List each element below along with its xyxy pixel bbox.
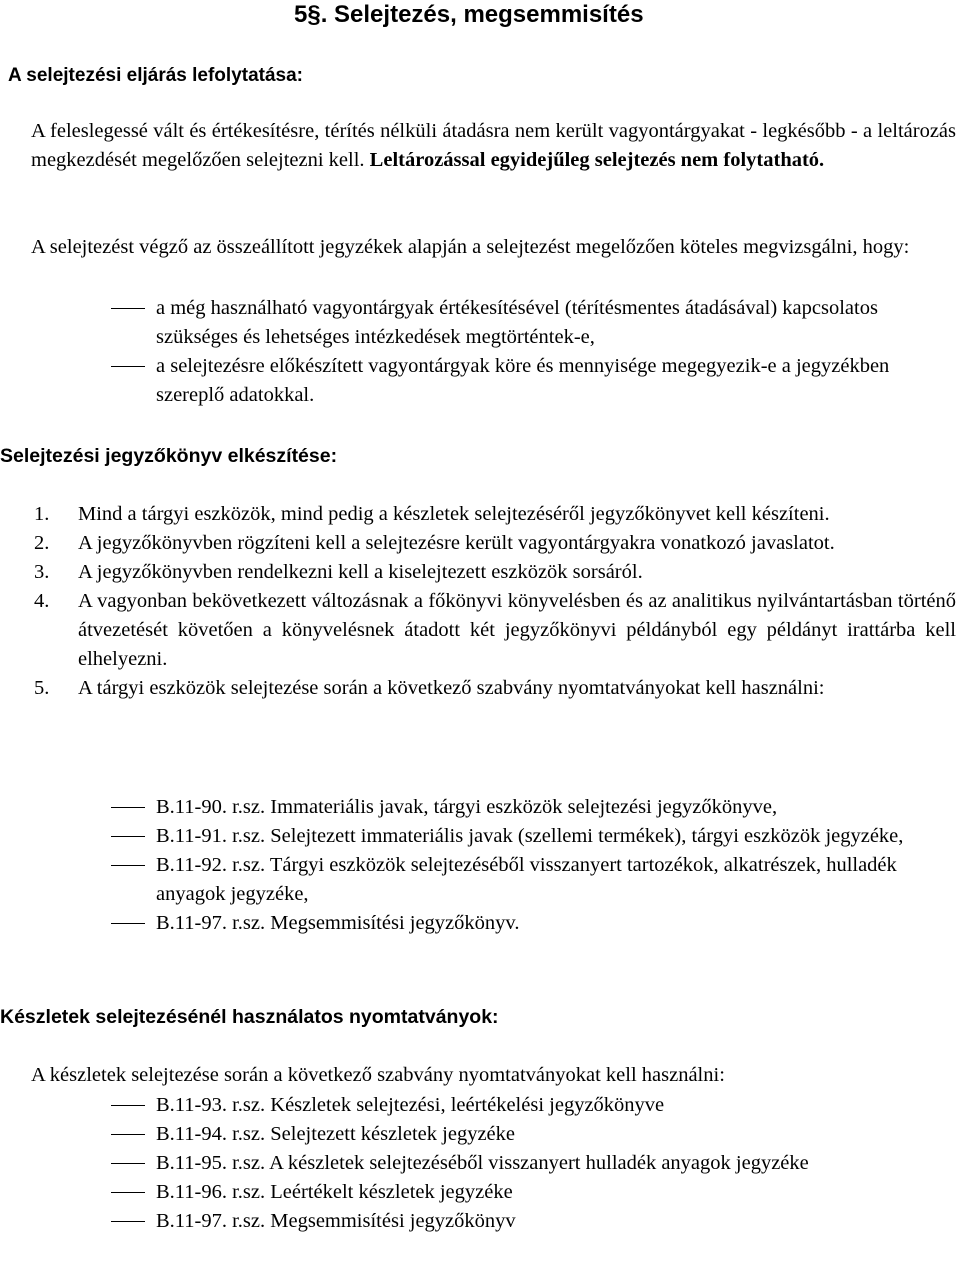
item-number: 3. <box>34 561 50 583</box>
paragraph-check: A selejtezést végző az összeállított jegyzékek alapján a selejtezést megelőzően köteles megvizsgálni, hogy: <box>31 236 910 258</box>
item-text: A jegyzőkönyvben rögzíteni kell a selejtezésre került vagyontárgyakra vonatkozó javaslatot. <box>78 532 835 554</box>
list-item <box>31 1149 956 1178</box>
paragraph-intro <box>31 117 956 175</box>
numbered-item-2 <box>31 529 956 558</box>
list-item-text: a még használható vagyontárgyak értékesítésével (térítésmentes átadásával) kapcsolatos szükséges és lehetséges intézkedések megtörténtek-e, <box>156 297 878 348</box>
list-item <box>31 793 956 822</box>
dash-bullet-icon <box>111 1105 145 1106</box>
paragraph-inventory-intro: A készletek selejtezése során a következő szabvány nyomtatványokat kell használni: <box>31 1064 725 1086</box>
item-text: A jegyzőkönyvben rendelkezni kell a kiselejtezett eszközök sorsáról. <box>78 561 643 583</box>
item-number: 1. <box>34 503 50 525</box>
list-item <box>31 1207 956 1236</box>
list-item <box>31 822 956 851</box>
list-item <box>31 1178 956 1207</box>
list-item <box>31 1091 956 1120</box>
dash-bullet-icon <box>111 1163 145 1164</box>
numbered-item-5 <box>31 674 956 703</box>
inventory-forms-list <box>31 1091 956 1236</box>
dash-bullet-icon <box>111 366 145 367</box>
list-item-text: B.11-96. r.sz. Leértékelt készletek jegyzéke <box>156 1181 513 1203</box>
dash-bullet-icon <box>111 308 145 309</box>
item-number: 4. <box>34 590 50 612</box>
dash-bullet-icon <box>111 1134 145 1135</box>
protocol-numbered-list <box>31 500 956 703</box>
list-item-text: B.11-94. r.sz. Selejtezett készletek jegyzéke <box>156 1123 515 1145</box>
dash-bullet-icon <box>111 865 145 866</box>
list-item-text: B.11-90. r.sz. Immateriális javak, tárgyi eszközök selejtezési jegyzőkönyve, <box>156 796 778 818</box>
list-item <box>31 909 956 938</box>
heading-selejtezesi-eljaras: A selejtezési eljárás lefolytatása: <box>8 65 304 86</box>
list-item-text: a selejtezésre előkészített vagyontárgyak köre és mennyisége megegyezik-e a jegyzékben szereplő adatokkal. <box>156 355 890 406</box>
dash-bullet-icon <box>111 923 145 924</box>
dash-bullet-icon <box>111 1221 145 1222</box>
asset-forms-list <box>31 793 956 938</box>
numbered-item-4 <box>31 587 956 674</box>
list-item <box>31 352 956 410</box>
paragraph-intro-bold-text: Leltározással egyidejűleg selejtezés nem folytatható. <box>369 149 825 171</box>
item-number: 2. <box>34 532 50 554</box>
heading-selejtezesi-jegyzokonyv: Selejtezési jegyzőkönyv elkészítése: <box>0 445 338 467</box>
dash-bullet-icon <box>111 807 145 808</box>
numbered-item-1 <box>31 500 956 529</box>
heading-keszletek-nyomtatvanyok: Készletek selejtezésénél használatos nyomtatványok: <box>0 1006 499 1028</box>
list-item-text: B.11-97. r.sz. Megsemmisítési jegyzőkönyv. <box>156 912 520 934</box>
check-list <box>31 294 956 410</box>
list-item-text: B.11-91. r.sz. Selejtezett immateriális javak (szellemi termékek), tárgyi eszközök jegyzéke, <box>156 825 904 847</box>
dash-bullet-icon <box>111 836 145 837</box>
list-item-text: B.11-97. r.sz. Megsemmisítési jegyzőkönyv <box>156 1210 516 1232</box>
paragraph-intro-text: A feleslegessé vált és értékesítésre, térítés nélküli átadásra nem került vagyontárgyakat - legkésőbb - a leltározás megkezdését megelőzően selejtezni kell. <box>31 120 956 171</box>
dash-bullet-icon <box>111 1192 145 1193</box>
item-text: A vagyonban bekövetkezett változásnak a főkönyvi könyvelésben és az analitikus nyilvántartásban történő átvezetését követően a könyvelésnek átadott két jegyzőkönyvi példányból egy példányt irattárba kell elhelyezni. <box>78 590 956 670</box>
list-item-text: B.11-93. r.sz. Készletek selejtezési, leértékelési jegyzőkönyve <box>156 1094 665 1116</box>
list-item <box>31 294 956 352</box>
list-item <box>31 1120 956 1149</box>
list-item <box>31 851 956 909</box>
item-number: 5. <box>34 677 50 699</box>
item-text: A tárgyi eszközök selejtezése során a következő szabvány nyomtatványokat kell használni: <box>78 677 825 699</box>
list-item-text: B.11-92. r.sz. Tárgyi eszközök selejtezéséből visszanyert tartozékok, alkatrészek, hulladék anyagok jegyzéke, <box>156 854 897 905</box>
numbered-item-3 <box>31 558 956 587</box>
list-item-text: B.11-95. r.sz. A készletek selejtezéséből visszanyert hulladék anyagok jegyzéke <box>156 1152 809 1174</box>
page-title: 5§. Selejtezés, megsemmisítés <box>294 1 644 28</box>
item-text: Mind a tárgyi eszközök, mind pedig a készletek selejtezéséről jegyzőkönyvet kell készíteni. <box>78 503 830 525</box>
